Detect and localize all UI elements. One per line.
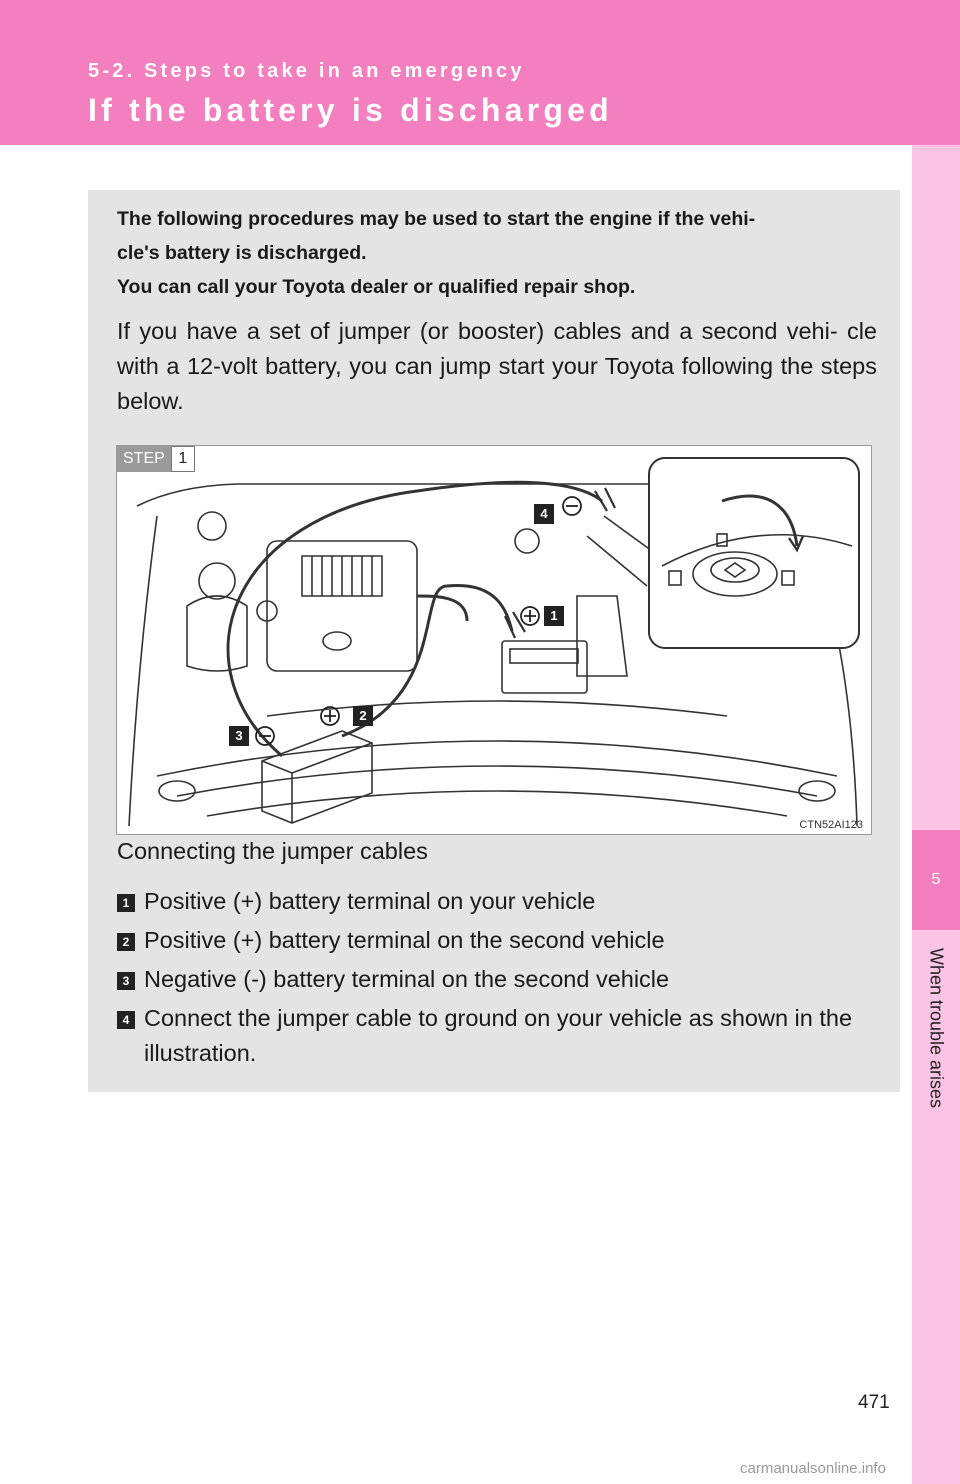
page-title: If the battery is discharged (88, 92, 613, 128)
section-label: 5-2. Steps to take in an emergency (88, 60, 525, 82)
intro-bold-line: You can call your Toyota dealer or qualified repair shop. (117, 276, 636, 298)
page-number: 471 (858, 1392, 890, 1413)
step-number: 1 (171, 446, 195, 472)
figure-code: CTN52AI123 (799, 819, 863, 831)
legend-item (117, 1001, 877, 1071)
legend-number-badge: 4 (117, 1011, 135, 1029)
intro-bold-block (117, 202, 877, 304)
callout-2: 2 (353, 706, 373, 726)
callout-1: 1 (544, 606, 564, 626)
legend-text: Connect the jumper cable to ground on your vehicle as shown in the illustration. (144, 1005, 853, 1066)
intro-paragraph: If you have a set of jumper (or booster) cables and a second vehi- cle with a 12-volt battery, you can jump start your Toyota following the steps below. (117, 318, 877, 414)
callout-4: 4 (534, 504, 554, 524)
legend-text: Negative (-) battery terminal on the second vehicle (144, 966, 670, 992)
engine-bay-drawing (117, 446, 873, 836)
callout-3: 3 (229, 726, 249, 746)
watermark: carmanualsonline.info (740, 1460, 886, 1477)
chapter-number-tab[interactable]: 5 (912, 830, 960, 930)
step-badge (117, 446, 195, 472)
legend-number-badge: 1 (117, 894, 135, 912)
chapter-side-tab (912, 145, 960, 1484)
legend-text: Positive (+) battery terminal on your vehicle (144, 888, 596, 914)
legend-item (117, 923, 877, 958)
legend-text: Positive (+) battery terminal on the second vehicle (144, 927, 665, 953)
legend-item (117, 962, 877, 997)
step-label: STEP (117, 446, 171, 472)
intro-bold-line: cle's battery is discharged. (117, 242, 367, 264)
legend-number-badge: 2 (117, 933, 135, 951)
legend-list (117, 884, 877, 1075)
jumper-cable-illustration (116, 445, 872, 835)
figure-caption: Connecting the jumper cables (117, 838, 428, 864)
legend-item (117, 884, 877, 919)
chapter-title-vertical: When trouble arises (926, 947, 947, 1109)
legend-number-badge: 3 (117, 972, 135, 990)
intro-bold-line: The following procedures may be used to start the engine if the vehi- (117, 208, 756, 230)
